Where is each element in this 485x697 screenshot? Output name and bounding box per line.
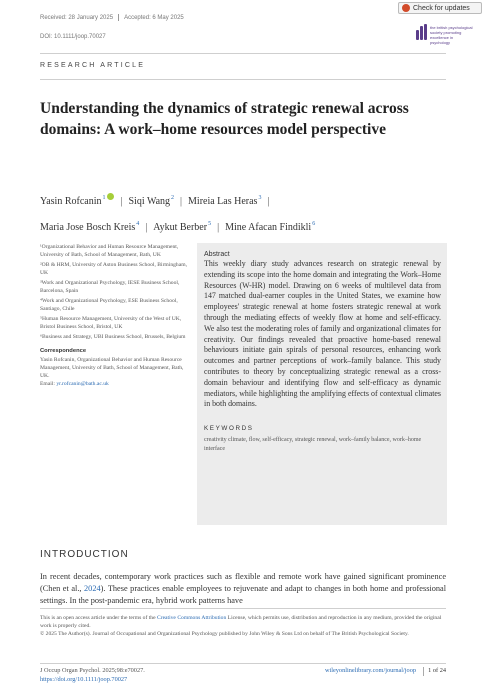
article-type-divider (40, 79, 446, 80)
author-name[interactable]: Siqi Wang$^2$ (128, 195, 175, 207)
header-divider (40, 53, 446, 54)
section-heading-introduction: INTRODUCTION (40, 549, 129, 560)
article-title: Understanding the dynamics of strategic renewal across domains: A work–home resources model perspective (40, 100, 409, 138)
correspondence-text: Yasin Rofcanin, Organizational Behavior and Human Resource Management, University of Bath, School of Management, Bath, UK. Email: yr.rofcanin@bath.ac.uk (40, 357, 184, 387)
affiliation: ²OB & HRM, University of Aston Business School, Birmingham, UK (40, 262, 187, 276)
received-date: Received: 28 January 2025 (40, 15, 114, 22)
author-name[interactable]: Yasin Rofcanin$^1$ (40, 195, 106, 207)
footer-divider (40, 663, 446, 664)
author-name[interactable]: Maria Jose Bosch Kreis$^4$ (40, 221, 140, 233)
introduction-text: In recent decades, contemporary work practices such as flexible and remote work have gained significant prominence (Chen et al., 2024). These practices enable employees to rejuvenate and adapt to changes in both home and professional settings. In the post-pandemic era, hybrid work patterns have (40, 572, 447, 606)
page-footer (40, 667, 446, 684)
page-number: 1 of 24 (423, 667, 446, 676)
crossmark-icon (402, 4, 410, 12)
abstract-heading: Abstract (204, 251, 230, 258)
affiliation: ¹Organizational Behavior and Human Resource Management, University of Bath, School of Management, Bath, UK (40, 244, 179, 258)
journal-reference: J Occup Organ Psychol. 2025;98:e70027. (40, 667, 145, 674)
article-dates (40, 14, 184, 21)
article-type: RESEARCH ARTICLE (40, 62, 146, 69)
society-logo-text (430, 25, 474, 45)
affiliation: ⁶Business and Strategy, UBI Business School, Brussels, Belgium (40, 334, 186, 340)
doi-link[interactable]: https://doi.org/10.1111/joop.70027 (40, 675, 128, 683)
society-logo-lettering: the british psychological society promoting excellence in psychology (430, 25, 473, 45)
citation-link[interactable]: 2024 (84, 584, 101, 594)
article-doi[interactable]: DOI: 10.1111/joop.70027 (40, 34, 106, 40)
affiliations (40, 243, 190, 390)
author-list: Yasin Rofcanin$^1$ | Siqi Wang$^2$ | Mireia Las Heras$^3$ | Maria Jose Bosch Kreis$^4$ | Aykut Berber$^5$ | Mine Afacan Findikli$^6$ (40, 195, 316, 233)
accepted-date: Accepted: 6 May 2025 (124, 15, 184, 22)
abstract-panel (197, 243, 447, 525)
cc-license-link[interactable]: Creative Commons Attribution (156, 615, 227, 621)
affiliation: ⁵Human Resource Management, University of the West of UK, Bristol Business School, Bristol, UK (40, 316, 182, 330)
keywords-heading: KEYWORDS (204, 425, 254, 433)
author-name[interactable]: Mireia Las Heras$^3$ (188, 195, 262, 207)
author-name[interactable]: Mine Afacan Findikli$^6$ (225, 221, 316, 233)
abstract-text: This weekly diary study advances research on strategic renewal by extending its scope into the home domain and integrating the Work–Home Resources (W-HR) model. Drawing on 6 weeks of multilevel data from 147 matched dual-earner couples in the United States, we examine how employees' strategic renewal at home fosters strategic renewal at work through the mediating effects of weekly flow at home and self-efficacy. We also test the moderating roles of family and organizational climates for creativity. Our findings revealed that proactive home-based renewal behaviours initiate gain spirals of personal resources, enhancing work outcomes and partner perceptions of work–family balance. This study contributes to theory by conceptualizing strategic renewal as a cross-domain behaviour and identifying flow and self-efficacy as dynamic mediators, while highlighting the amplifying effects of contextual climates in both domains. (204, 259, 441, 409)
society-logo-icon (416, 24, 428, 40)
affiliation: ³Work and Organizational Psychology, IESE Business School, Barcelona, Spain (40, 280, 180, 294)
copyright-text: © 2025 The Author(s). Journal of Occupational and Organizational Psychology published by John Wiley & Sons Ltd on behalf of The British Psychological Society. (40, 631, 409, 637)
license-notice: This is an open access article under the terms of the Creative Commons Attribution License, which permits use, distribution and reproduction in any medium, provided the original work is properly cited. © 2025 The Author(s). Journal of Occupational and Organizational Psychology published by John Wiley & Sons Ltd on behalf of The British Psychological Society. (40, 615, 442, 637)
journal-site-link[interactable]: wileyonlinelibrary.com/journal/joop (324, 667, 416, 674)
orcid-icon[interactable] (107, 193, 114, 200)
correspondence-heading: Correspondence (40, 348, 87, 354)
author-name[interactable]: Aykut Berber$^5$ (153, 221, 212, 233)
check-updates-label: Check for updates (413, 4, 470, 12)
keywords-text: creativity climate, flow, self-efficacy, strategic renewal, work–family balance, work–home interface (204, 437, 422, 452)
check-updates-button[interactable] (398, 2, 482, 14)
correspondence-email-link[interactable]: yr.rofcanin@bath.ac.uk (56, 381, 109, 387)
affiliation: ⁴Work and Organizational Psychology, ESE Business School, Santiago, Chile (40, 298, 178, 312)
date-separator (118, 14, 119, 21)
license-divider (40, 608, 446, 609)
